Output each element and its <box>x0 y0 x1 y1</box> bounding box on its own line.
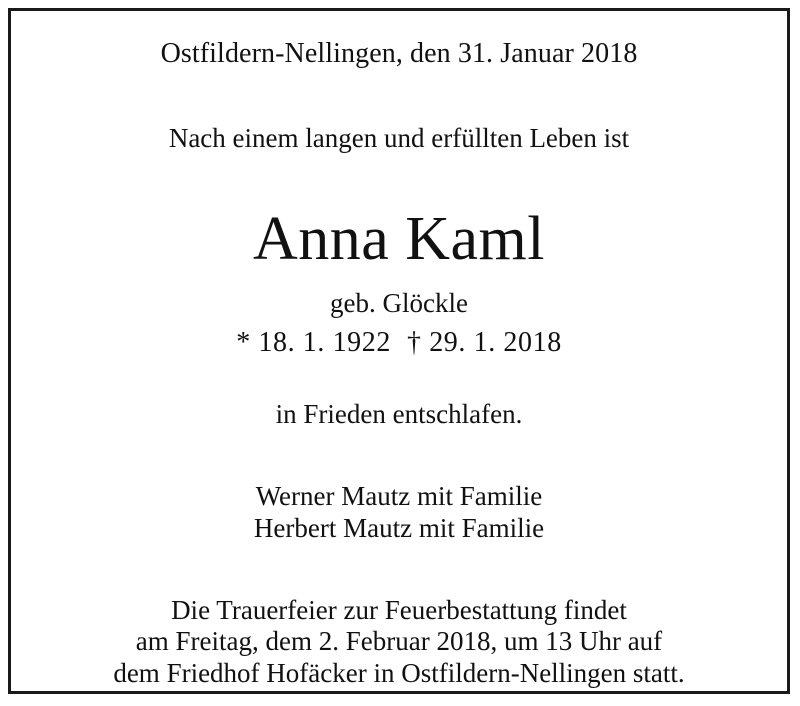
obituary-notice <box>8 8 790 694</box>
ceremony-line: Die Trauerfeier zur Feuerbestattung findet <box>171 594 627 625</box>
survivor-line: Werner Mautz mit Familie <box>255 480 543 511</box>
deceased-name: Anna Kaml <box>252 204 546 273</box>
maiden-name: geb. Glöckle <box>330 288 468 319</box>
life-dates <box>236 326 562 359</box>
death-date: † 29. 1. 2018 <box>407 326 562 358</box>
survivors-block <box>254 481 544 545</box>
survivor-line: Herbert Mautz mit Familie <box>253 512 545 543</box>
closing-text: in Frieden entschlafen. <box>275 398 523 429</box>
intro-text: Nach einem langen und erfüllten Leben ist <box>168 123 630 154</box>
ceremony-line: am Freitag, dem 2. Februar 2018, um 13 Uhr auf <box>135 626 663 657</box>
ceremony-line: dem Friedhof Hofäcker in Ostfildern-Nellingen statt. <box>113 658 685 689</box>
birth-date: * 18. 1. 1922 <box>236 326 391 358</box>
place-and-date: Ostfildern-Nellingen, den 31. Januar 2018 <box>160 38 638 69</box>
ceremony-block <box>113 595 684 691</box>
